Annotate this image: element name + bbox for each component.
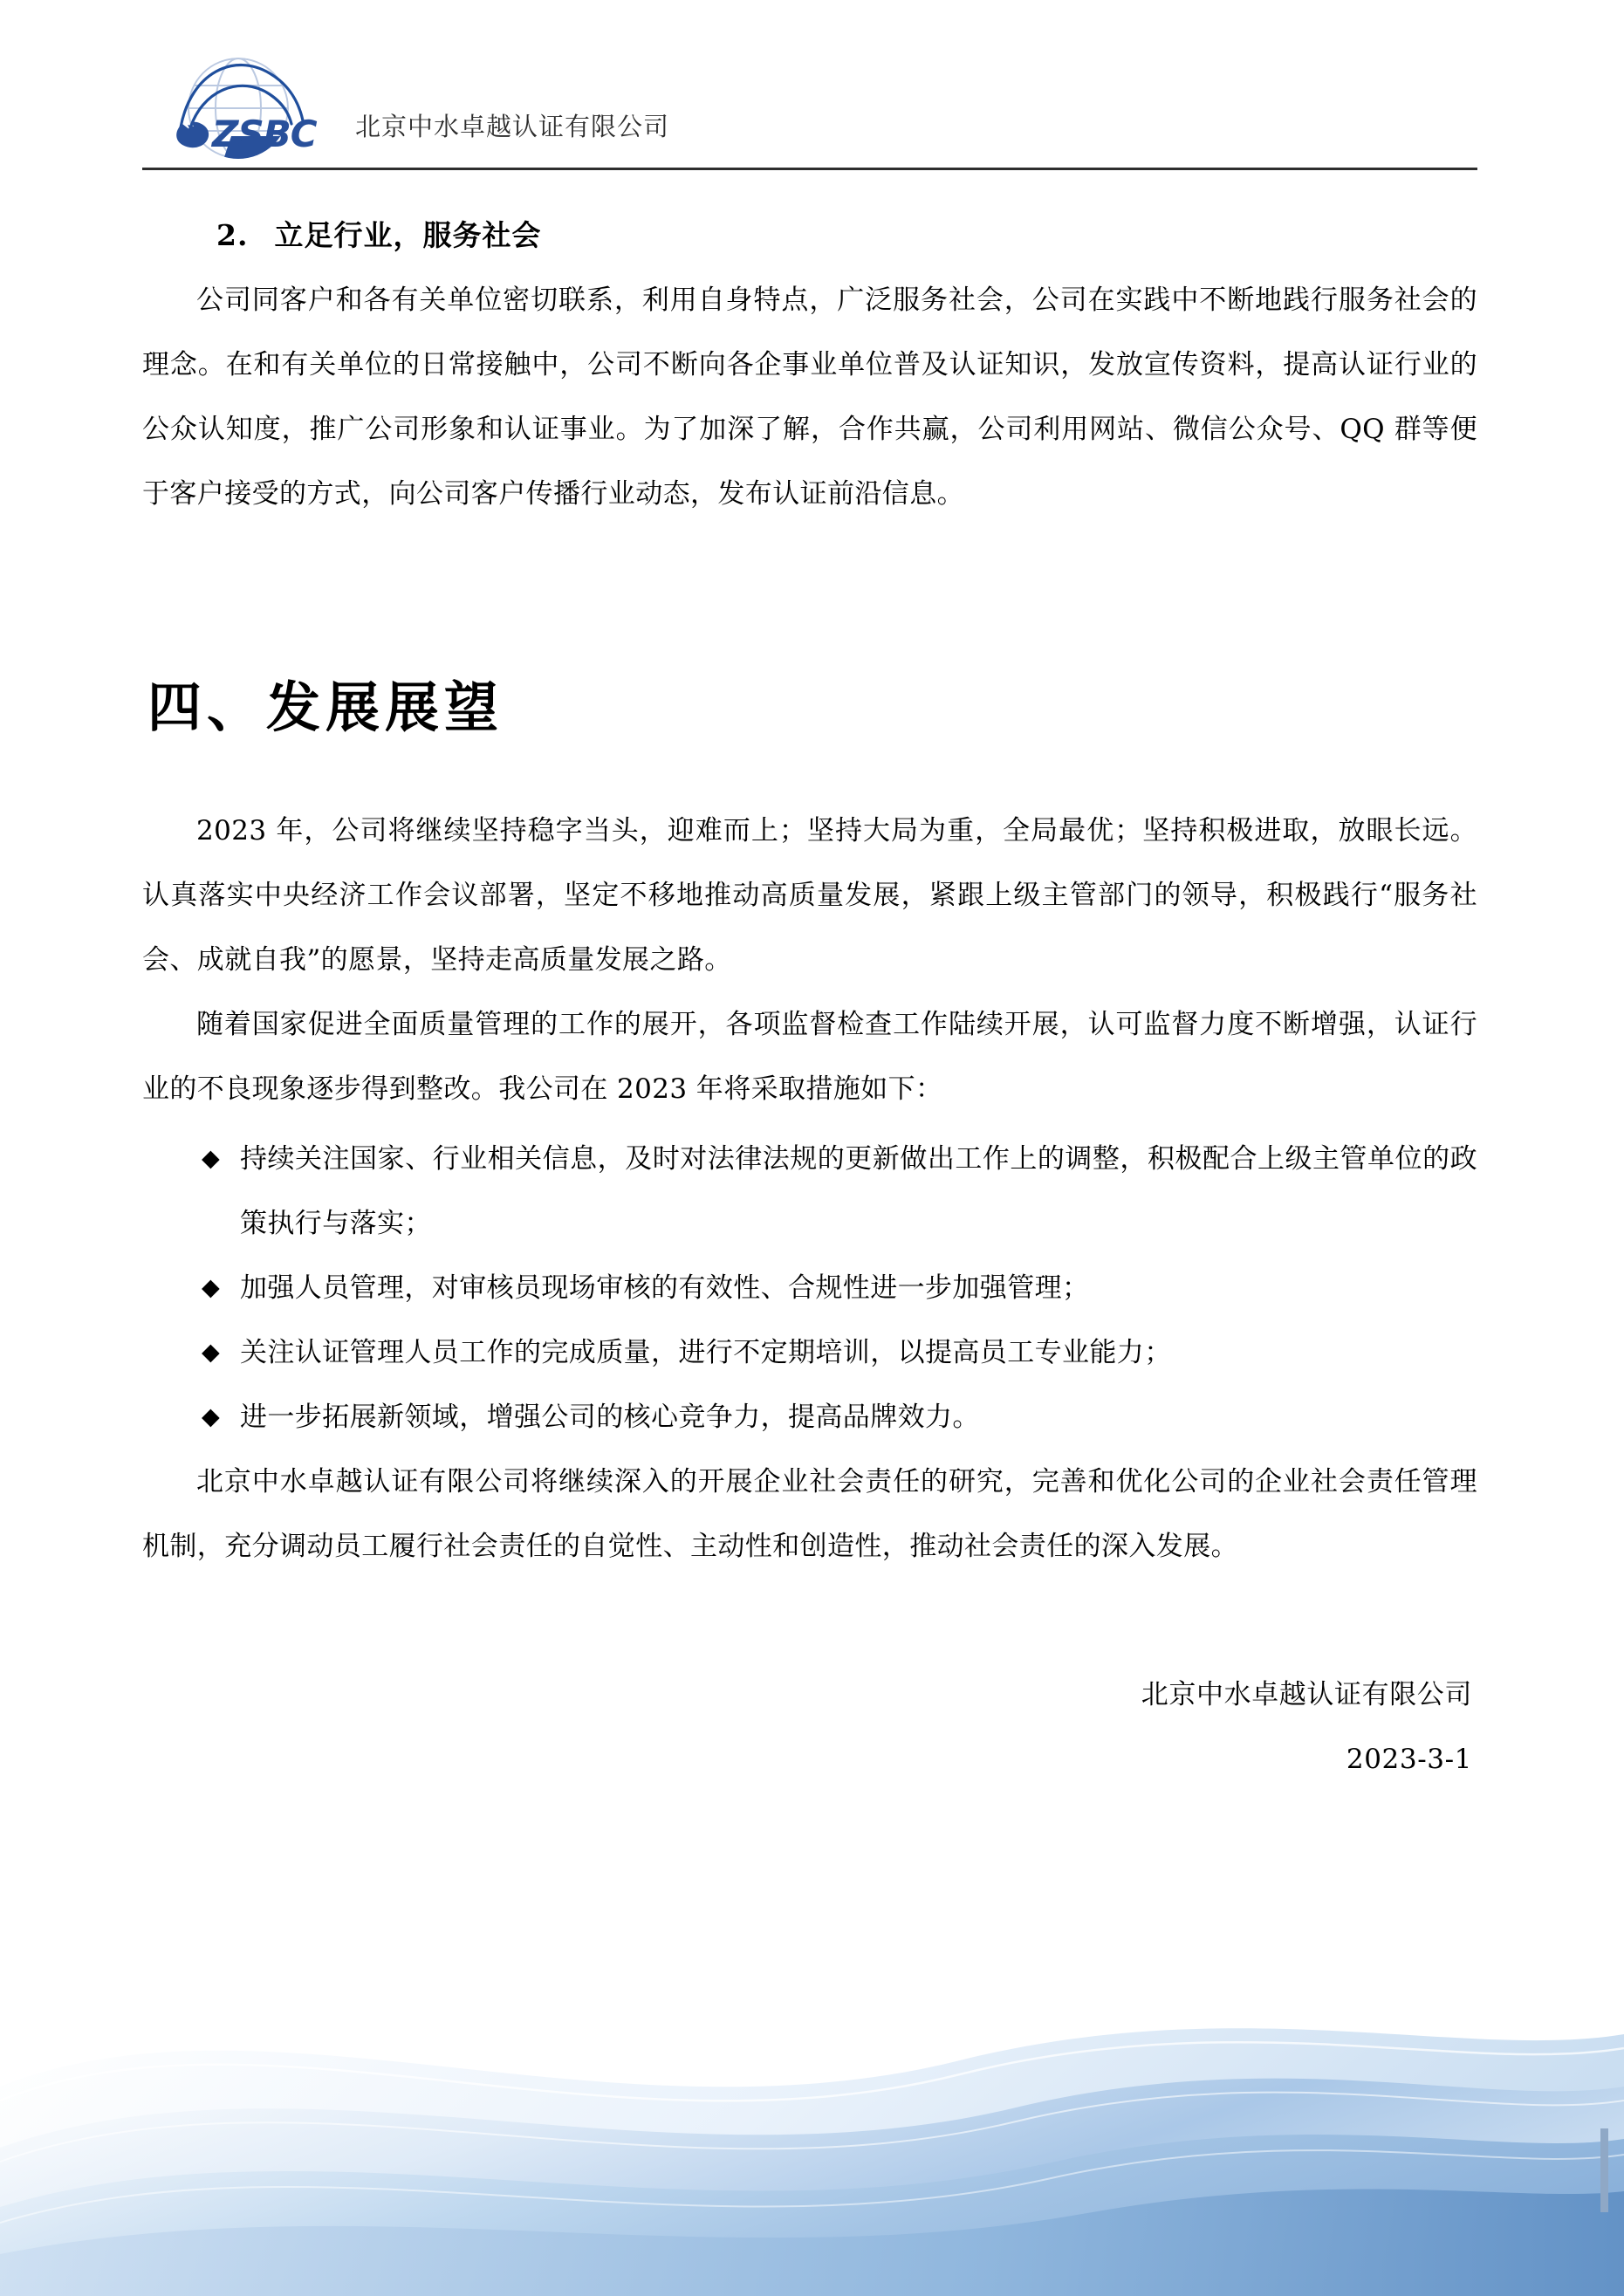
document-body (142, 214, 1477, 1792)
section-4-heading: 四、发展展望 (147, 675, 504, 739)
list-item-text: 进一步拓展新领域，增强公司的核心竞争力，提高品牌效力。 (240, 1402, 980, 1434)
section-2-heading (142, 214, 1477, 257)
list-item-text: 持续关注国家、行业相关信息，及时对法律法规的更新做出工作上的调整，积极配合上级主管单位的政策执行与落实； (240, 1143, 1477, 1240)
section-4-paragraph-1: 2023 年，公司将继续坚持稳字当头，迎难而上；坚持大局为重，全局最优；坚持积极进取，放眼长远。认真落实中央经济工作会议部署，坚定不移地推动高质量发展，紧跟上级主管部门的领导，积极践行“服务社会、成就自我”的愿景，坚持走高质量发展之路。 (142, 815, 1477, 977)
signature-company: 北京中水卓越认证有限公司 (1141, 1679, 1472, 1711)
svg-text:ZSBC: ZSBC (212, 113, 317, 155)
list-item-text: 加强人员管理，对审核员现场审核的有效性、合规性进一步加强管理； (240, 1272, 1090, 1305)
signature-date: 2023-3-1 (1346, 1744, 1472, 1776)
diamond-bullet-icon: ◆ (202, 1403, 221, 1431)
diamond-bullet-icon: ◆ (202, 1339, 221, 1367)
footer-wave-decoration (0, 1929, 1624, 2296)
list-item (142, 1385, 1477, 1450)
section-4-paragraph-3: 北京中水卓越认证有限公司将继续深入的开展企业社会责任的研究，完善和优化公司的企业社会责任管理机制，充分调动员工履行社会责任的自觉性、主动性和创造性，推动社会责任的深入发展。 (142, 1466, 1477, 1563)
signature-block (142, 1662, 1477, 1792)
header-divider (142, 168, 1477, 170)
list-item (142, 1320, 1477, 1385)
diamond-bullet-icon: ◆ (202, 1274, 221, 1302)
section-2-title: 立足行业，服务社会 (274, 218, 542, 252)
page-header (142, 35, 1477, 192)
list-item (142, 1127, 1477, 1256)
diamond-bullet-icon: ◆ (202, 1145, 221, 1173)
section-2-number: 2. (216, 218, 249, 252)
section-4-paragraph-2: 随着国家促进全面质量管理的工作的展开，各项监督检查工作陆续开展，认可监督力度不断增强，认证行业的不良现象逐步得到整改。我公司在 2023 年将采取措施如下： (142, 1009, 1477, 1106)
list-item (142, 1256, 1477, 1320)
header-company-name: 北京中水卓越认证有限公司 (355, 112, 670, 141)
list-item-text: 关注认证管理人员工作的完成质量，进行不定期培训，以提高员工专业能力； (240, 1337, 1172, 1369)
zsbc-logo (167, 40, 332, 162)
spacer (142, 526, 1477, 673)
section-2-paragraph: 公司同客户和各有关单位密切联系，利用自身特点，广泛服务社会，公司在实践中不断地践行服务社会的理念。在和有关单位的日常接触中，公司不断向各企事业单位普及认证知识，发放宣传资料，提高认证行业的公众认知度，推广公司形象和认证事业。为了加深了解，合作共赢，公司利用网站、微信公众号、QQ 群等便于客户接受的方式，向公司客户传播行业动态，发布认证前沿信息。 (142, 284, 1477, 510)
footer-edge-marker (1600, 2128, 1608, 2212)
measures-list (142, 1127, 1477, 1450)
spacer (142, 743, 1477, 798)
